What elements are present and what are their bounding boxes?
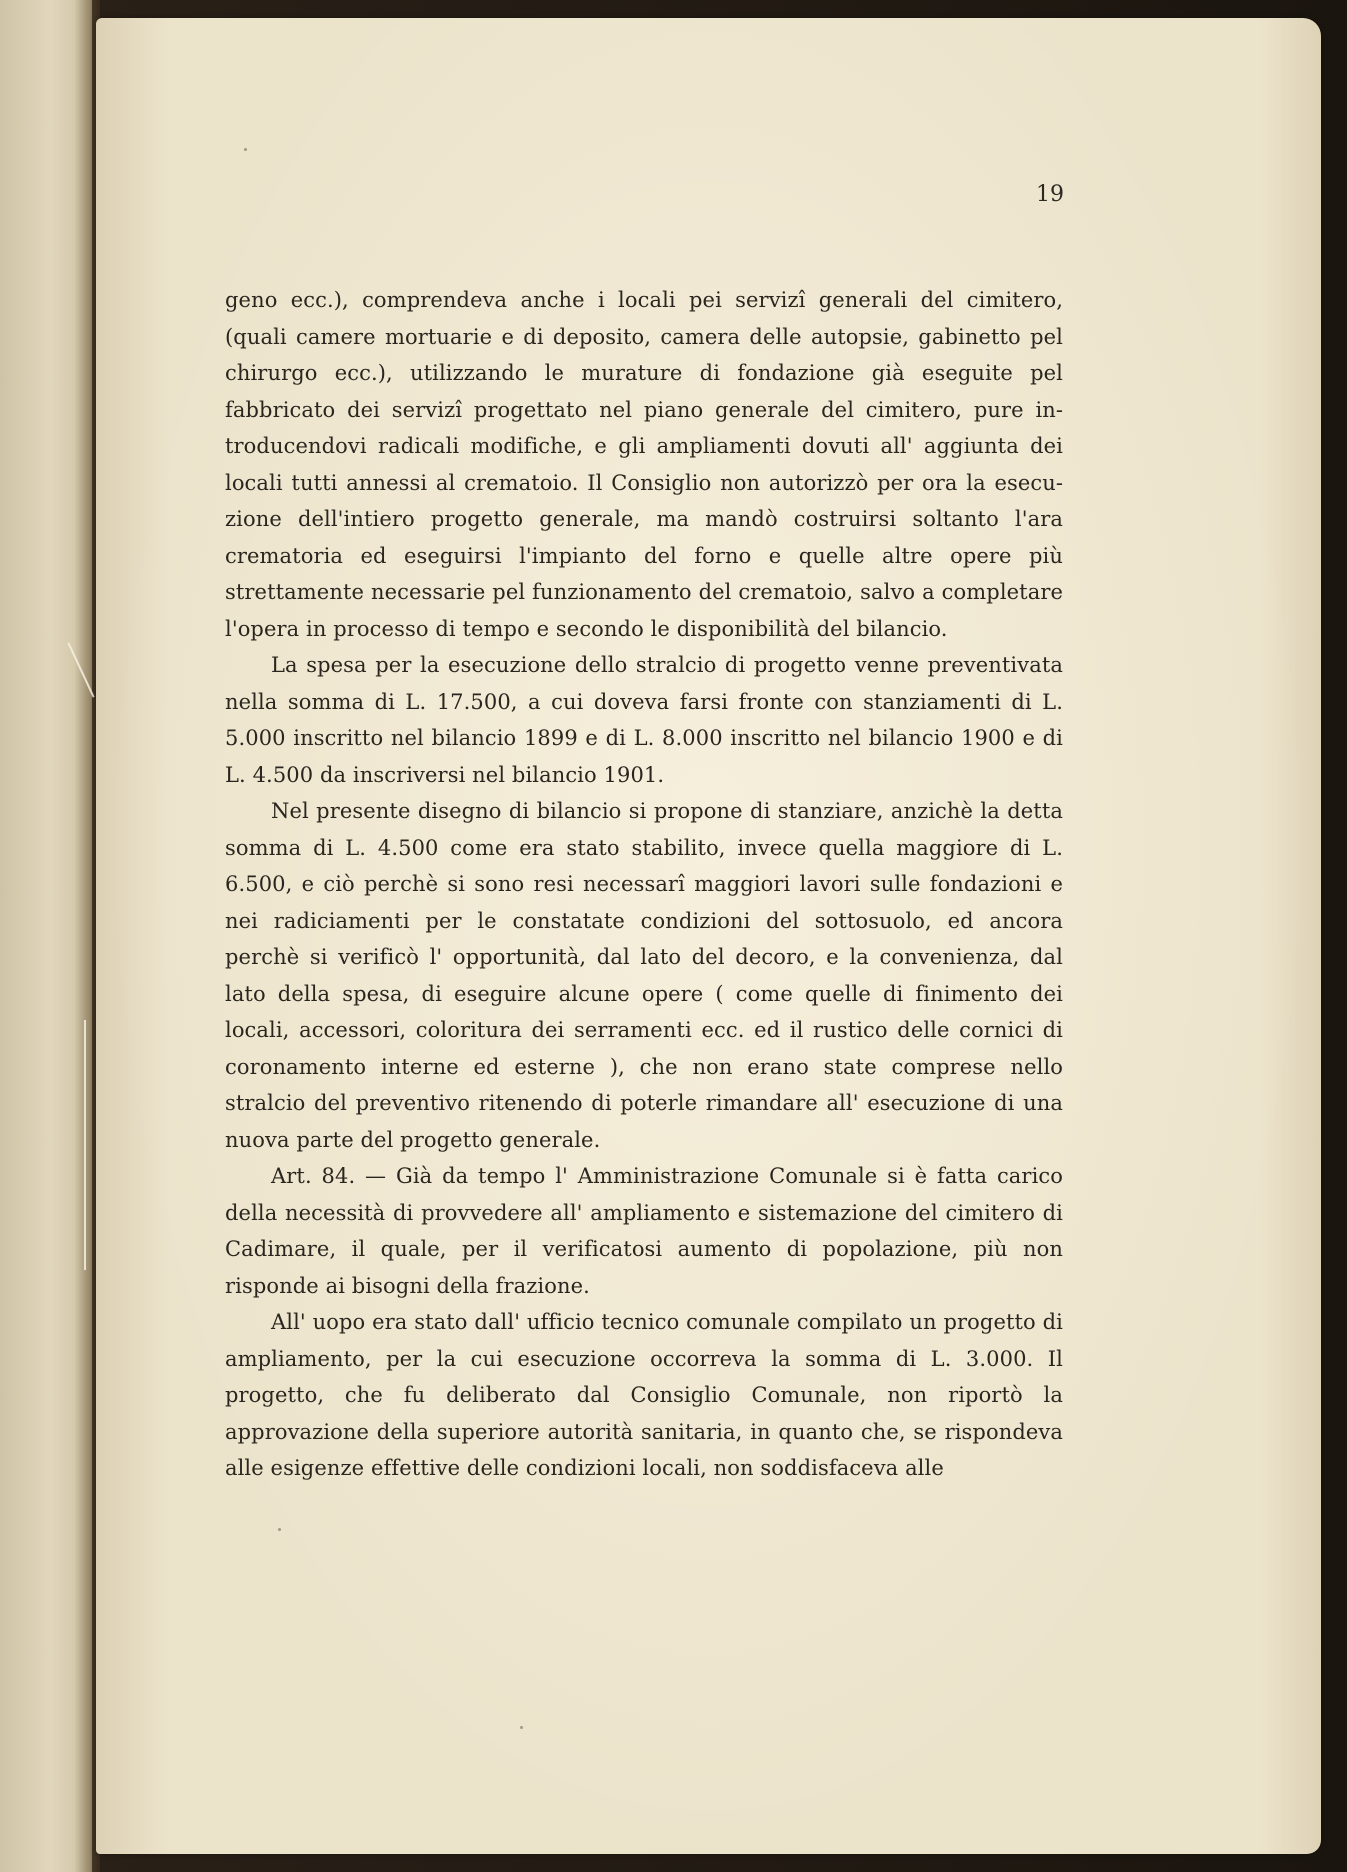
paper-speck <box>278 1528 281 1531</box>
paragraph-3: Nel presente disegno di bilancio si propone di stanziare, anzichè la detta somma di L. 4.500 come era stato stabilito, invece quella maggiore di L. 6.500, e ciò perchè si sono resi necessarî maggiori lavori sulle fondazioni e nei radiciamenti per le constatate condizioni del sottosuolo, ed ancora perchè si verificò l' opportunità, dal lato del decoro, e la convenienza, dal lato della spesa, di eseguire alcune opere ( come quelle di finimento dei locali, accessori, coloritura dei serramenti ecc. ed il rustico delle cornici di coronamento interne ed esterne ), che non erano state comprese nello stralcio del preventivo ritenendo di poterle rimandare all' esecuzione di una nuova parte del progetto generale. <box>225 799 1063 1152</box>
page-number: 19 <box>1036 182 1064 207</box>
binding-thread <box>84 1020 86 1270</box>
body-text <box>225 282 1063 1487</box>
paper-speck <box>520 1726 523 1729</box>
paragraph-1: geno ecc.), comprendeva anche i locali pei servizî generali del cimitero, (quali camere mortuarie e di deposito, camera delle autopsie, gabinetto pel chirurgo ecc.), utilizzando le murature di fondazione già eseguite pel fabbricato dei servizî progettato nel piano generale del cimitero, pure introducendovi radicali modifiche, e gli ampliamenti dovuti all' aggiunta dei locali tutti annessi al crematoio. Il Consiglio non autorizzò per ora la esecuzione dell'intiero progetto generale, ma mandò costruirsi soltanto l'ara crematoria ed eseguirsi l'impianto del forno e quelle altre opere più strettamente necessarie pel funzionamento del crematoio, salvo a completare l'opera in processo di tempo e secondo le disponibilità del bilancio. <box>225 288 1063 641</box>
paragraph-2: La spesa per la esecuzione dello stralcio di progetto venne preventivata nella somma di L. 17.500, a cui doveva farsi fronte con stanziamenti di L. 5.000 inscritto nel bilancio 1899 e di L. 8.000 inscritto nel bilancio 1900 e di L. 4.500 da inscriversi nel bilancio 1901. <box>225 653 1063 787</box>
paragraph-5: All' uopo era stato dall' ufficio tecnico comunale compilato un progetto di ampliamento, per la cui esecuzione occorreva la somma di L. 3.000. Il progetto, che fu deliberato dal Consiglio Comunale, non riportò la approvazione della superiore autorità sanitaria, in quanto che, se rispondeva alle esigenze effettive delle condizioni locali, non soddisfaceva alle <box>225 1310 1063 1480</box>
paragraph-4: Art. 84. — Già da tempo l' Amministrazione Comunale si è fatta carico della necessità di provvedere all' ampliamento e sistemazione del cimitero di Cadimare, il quale, per il verificatosi aumento di popolazione, più non risponde ai bisogni della frazione. <box>225 1164 1063 1298</box>
paper-speck <box>244 148 247 151</box>
